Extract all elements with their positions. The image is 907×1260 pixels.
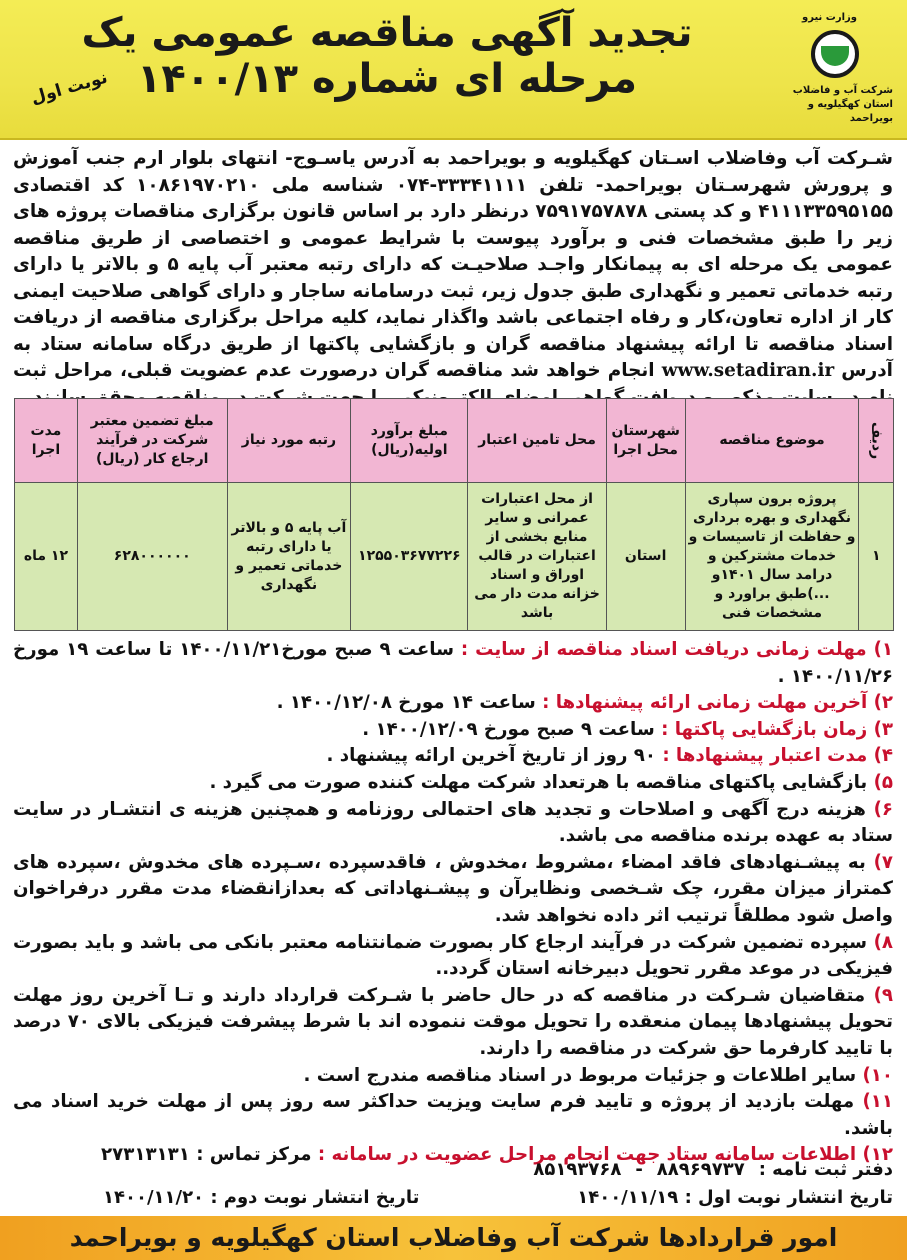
header-subject: موضوع مناقصه	[685, 399, 859, 483]
footer-info	[13, 1156, 893, 1212]
condition-3: ۳) زمان بازگشایی پاکتها : ساعت ۹ صبح مورخ ۱۴۰۰/۱۲/۰۹ .	[362, 718, 893, 740]
intro-text-after: انجام خواهد شد مناقصه گران درصورت عدم عضویت قبلی، مراحل ثبت نام در سایت مذکور و دریافت گواهی امضای الکترونیکی را جهت شرکت در مناقصه محقق سازند.	[13, 360, 893, 408]
cell-funding: از محل اعتبارات عمرانی و سایر منابع بخشی از اعتبارات در قالب اوراق و اسناد خزانه مدت دار می باشد	[468, 483, 606, 631]
table-header-row	[15, 399, 894, 483]
header-city: شهرستان محل اجرا	[606, 399, 685, 483]
condition-9: ۹) متقاضیان شـرکت در مناقصه که در حال حاضر با شـرکت قرارداد دارند و تـا آخرین روز مهلت تحویل پیشنهادها پیمان منعقده را تحویل موقت ننموده اند با شرط پیشرفت فیزیکی بالای ۷۰ درصد با تایید کارفرما حق شرکت در مناقصه را دارند.	[13, 984, 894, 1059]
condition-1: ۱) مهلت زمانی دریافت اسناد مناقصه از سایت : ساعت ۹ صبح مورخ۱۴۰۰/۱۱/۲۱ تا ساعت ۱۹ مورخ ۱۴۰۰/۱۱/۲۶ .	[13, 639, 893, 687]
condition-8: ۸) سپرده تضمین شرکت در فرآیند ارجاع کار بصورت ضمانتنامه معتبر بانکی می باشد و باید بصورت فیزیکی در موعد مقرر تحویل دبیرخانه استان گردد..	[13, 931, 893, 980]
condition-4: ۴) مدت اعتبار پیشنهادها : ۹۰ روز از تاریخ آخرین ارائه پیشنهاد .	[326, 745, 893, 767]
cell-subject: پروژه برون سپاری نگهداری و بهره برداری و حفاظت از تاسیسات و خدمات مشترکین و درامد سال ۱۴۰۱و ...)طبق براورد و مشخصات فنی	[685, 483, 859, 631]
condition-6: ۶) هزینه درج آگهی و اصلاحات و تجدید های احتمالی روزنامه و همچنین هزینه ی انتشـار در سایت ستاد به عهده برنده مناقصه می باشد.	[13, 798, 893, 847]
setadiran-link[interactable]: www.setadiran.ir	[661, 360, 835, 381]
header-row-number: ردیف	[859, 399, 894, 483]
condition-2: ۲) آخرین مهلت زمانی ارائه پیشنهادها : ساعت ۱۴ مورخ ۱۴۰۰/۱۲/۰۸ .	[276, 692, 893, 714]
header-duration: مدت اجرا	[15, 399, 78, 483]
logo-ministry-text: وزارت نیرو	[802, 12, 857, 23]
intro-paragraph	[13, 146, 893, 411]
registry-line	[13, 1156, 893, 1184]
header-estimate: مبلغ برآورد اولیه(ریال)	[351, 399, 468, 483]
registry-separator: -	[635, 1159, 643, 1180]
cell-grade: آب پایه ۵ و بالاتر یا دارای رتبه خدماتی تعمیر و نگهداری	[227, 483, 351, 631]
header-funding: محل تامین اعتبار	[468, 399, 606, 483]
pub1: تاریخ انتشار نوبت اول : ۱۴۰۰/۱۱/۱۹	[577, 1187, 893, 1208]
cell-duration: ۱۲ ماه	[15, 483, 78, 631]
intro-text-before: شـرکت آب وفاضلاب اسـتان کهگیلویه و بویراحمد به آدرس یاسـوج- انتهای بلوار ارم جنب آموزش و پرورش شهرسـتان بویراحمد- تلفن ۳۳۳۴۱۱۱۱-۰۷۴ شناسه ملی ۱۰۸۶۱۹۷۰۲۱۰ کد اقتصادی ۴۱۱۱۳۳۵۹۵۱۵۵ و کد پستی ۷۵۹۱۷۵۷۸۷۸ درنظر دارد بر اساس قانون برگزاری مناقصات پروژه های زیر را طبق مشخصات فنی و برآورد پیوست با شرایط عمومی و اختصاصی از طریق مناقصه عمومی یک مرحله ای به پیمانکار واجـد صلاحیـت که دارای رتبه معتبر آب پایه ۵ و بالاتر یا دارای رتبه خدماتی تعمیر و نگهداری طبق جدول زیر، ثبت درسامانه ساجار و دارای گواهی صلاحیت ایمنی کار از اداره تعاون،کار و رفاه اجتماعی باشد واگذار نماید، کلیه مراحل برگزاری مناقصه از دریافت اسناد مناقصه تا ارائه پیشنهاد مناقصه گران و بازگشایی پاکتها از طریق درگاه سامانه ستاد به آدرس	[13, 148, 894, 381]
cell-city: استان	[606, 483, 685, 631]
condition-12: ۱۲) اطلاعات سامانه ستاد جهت انجام مراحل عضویت در سامانه : مرکز تماس : ۲۷۳۱۳۱۳۱	[101, 1144, 893, 1166]
condition-5: ۵) بازگشایی پاکتهای مناقصه با هرتعداد شرکت مهلت کننده صورت می گیرد .	[209, 771, 893, 793]
page-title: تجدید آگهی مناقصه عمومی یک مرحله ای شماره ۱۴۰۰/۱۳	[81, 10, 693, 102]
company-logo	[767, 4, 899, 130]
condition-11: ۱۱) مهلت بازدید از پروژه و تایید فرم سایت ویزیت حداکثر سه روز پس از مهلت خرید اسناد می باشد.	[13, 1091, 893, 1139]
logo-company-line1: شرکت آب و فاضلاب	[792, 85, 893, 96]
header-grade: رتبه مورد نیاز	[227, 399, 351, 483]
publication-line	[13, 1184, 893, 1212]
water-company-logo-icon	[811, 30, 859, 78]
condition-10: ۱۰) سایر اطلاعات و جزئیات مربوط در اسناد مناقصه مندرج است .	[303, 1064, 893, 1086]
tender-table	[14, 398, 894, 631]
registry-label: دفتر ثبت نامه :	[758, 1159, 893, 1180]
registry-phone-1: ۸۸۹۶۹۷۳۷	[656, 1159, 745, 1180]
registry-phone-2: ۸۵۱۹۳۷۶۸	[533, 1159, 622, 1180]
header-banner	[0, 0, 907, 140]
condition-7: ۷) به پیشـنهادهای فاقد امضاء ،مشروط ،مخدوش ، فاقدسپرده ،سـپرده های مخدوش ،سپرده های کمتراز میزان مقرر، چک شـخصی ونظایرآن و پیشـنهاداتی که بعدازانقضاء مدت مقرر درفراخوان واصل شود مطلقاً ترتیب اثر داده نخواهد شد.	[13, 851, 893, 926]
turn-badge: نوبت اول	[28, 67, 110, 109]
header-guarantee: مبلغ تضمین معتبر شرکت در فرآیند ارجاع کار (ریال)	[77, 399, 227, 483]
logo-company-line2: استان کهگیلویه و بویراحمد	[807, 99, 893, 124]
cell-estimate: ۱۲۵۵۰۳۶۷۷۲۲۶	[351, 483, 468, 631]
cell-guarantee: ۶۲۸۰۰۰۰۰۰	[77, 483, 227, 631]
table-row	[15, 483, 894, 631]
bottom-banner: امور قراردادها شرکت آب وفاضلاب استان کهگیلویه و بویراحمد	[0, 1216, 907, 1260]
logo-company-text	[773, 84, 893, 126]
pub2: تاریخ انتشار نوبت دوم : ۱۴۰۰/۱۱/۲۰	[103, 1187, 420, 1208]
cell-row-number: ۱	[859, 483, 894, 631]
conditions-list	[13, 637, 893, 1169]
